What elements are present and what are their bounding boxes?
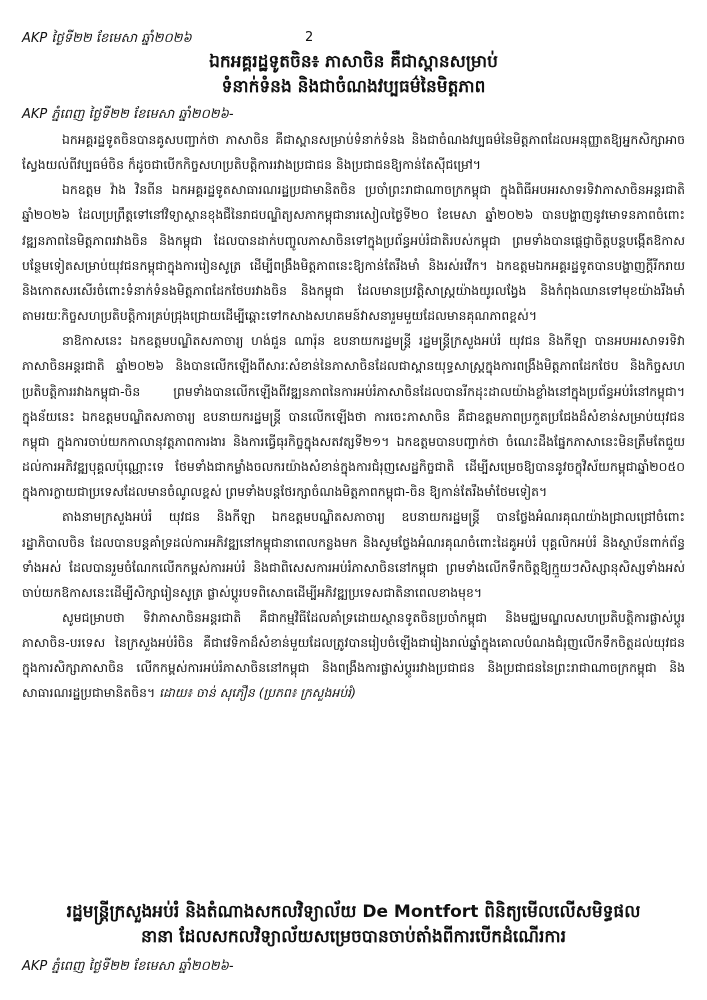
article1-paragraph: នាឱកាសនេះ ឯកឧត្តមបណ្ឌិតសភាចារ្យ ហង់ជួន ណារ៉ុន ឧបនាយករដ្ឋមន្ត្រី រដ្ឋមន្ត្រីក្រសួងអប់រំ យុវជន និងកីឡា បានអបអរសាទរទិវាភាសាចិនអន្តរជាតិ ឆ្នាំ២០២៦ និងបានលើកឡើងពីសារៈសំខាន់នៃភាសាចិនដែលជាស្ពានយុទ្ធសាស្ត្រក្នុងការពង្រឹងមិត្តភាពដែកថែប និងកិច្ចសហប្រតិបត្តិការរវាងកម្ពុជា-ចិន ព្រមទាំងបានលើកឡើងពីវឌ្ឍនភាពនៃការអប់រំភាសាចិនដែលបានរីកដុះដាលយ៉ាងខ្លាំងនៅក្នុងប្រព័ន្ធអប់រំនៅកម្ពុជា។ ក្នុងន័យនេះ ឯកឧត្តមបណ្ឌិតសភាចារ្យ ឧបនាយករដ្ឋមន្ត្រី បានលើកឡើងថា ការចេះភាសាចិន គឺជាឧត្តមភាពប្រកួតប្រជែងដ៏សំខាន់សម្រាប់យុវជនកម្ពុជា ក្នុងការចាប់យកកាលានុវត្តភាពការងារ និងការធ្វើធុរកិច្ចក្នុងសតវត្សទី២១។ ឯកឧត្តមបានបញ្ជាក់ថា ចំណេះដឹងផ្នែកភាសានេះមិនត្រឹមតែជួយដល់ការអភិវឌ្ឍបុគ្គលប៉ុណ្ណោះទេ ថែមទាំងជាកម្លាំងចលករយ៉ាងសំខាន់ក្នុងការជំរុញសេដ្ឋកិច្ចជាតិ ដើម្បីសម្រេចឱ្យបាននូវចក្ខុវិស័យកម្ពុជាឆ្នាំ២០៥០ ក្នុងការក្លាយជាប្រទេសដែលមានចំណូលខ្ពស់ ព្រមទាំងបន្តថែរក្សាចំណងមិត្តភាពកម្ពុជា-ចិន ឱ្យកាន់តែរឹងមាំថែមទៀត។ xyxy=(22,333,685,500)
article2-title-line1: រដ្ឋមន្ត្រីក្រសួងអប់រំ និងតំណាងសកលវិទ្យាល័យ De Montfort ពិនិត្យមើលលើសមិទ្ធផល xyxy=(66,902,641,922)
article1-body xyxy=(22,127,685,706)
article1-title-line1: ឯកអគ្គរដ្ឋទូតចិន៖ ភាសាចិន គឺជាស្ពានសម្រាប់ xyxy=(209,52,498,72)
article1-paragraph xyxy=(22,605,685,706)
article1-paragraph: ឯកឧត្តម វ៉ាង វិនពីន ឯកអគ្គរដ្ឋទូតសាធារណរដ្ឋប្រជាមានិតចិន ប្រចាំព្រះរាជាណាចក្រកម្ពុជា ក្នុងពិធីអបអរសាទរទិវាភាសាចិនអន្តរជាតិ ឆ្នាំ២០២៦ ដែលប្រព្រឹត្តទៅនៅវិទ្យាស្ថានខុងជឺនៃរាជបណ្ឌិត្យសភាកម្ពុជានារសៀលថ្ងៃទី២០ ខែមេសា ឆ្នាំ២០២៦ បានបង្ហាញនូវមោទនភាពចំពោះវឌ្ឍនភាពនៃមិត្តភាពរវាងចិន និងកម្ពុជា ដែលបានដាក់បញ្ចូលភាសាចិនទៅក្នុងប្រព័ន្ធអប់រំជាតិរបស់កម្ពុជា ព្រមទាំងបានផ្តេជ្ញាចិត្តបន្តបង្កើតឱកាសបន្ថែមទៀតសម្រាប់យុវជនកម្ពុជាក្នុងការរៀនសូត្រ ដើម្បីពង្រឹងមិត្តភាពនេះឱ្យកាន់តែរឹងមាំ និងរស់រវើក។ ឯកឧត្តមឯកអគ្គរដ្ឋទូតបានបង្ហាញក្តីរីករាយ និងកោតសរសើរចំពោះទំនាក់ទំនងមិត្តភាពដែកថែបរវាងចិន និងកម្ពុជា ដែលមានប្រវត្តិសាស្ត្រយ៉ាងយូរលង្វែង និងកំពុងឈានទៅមុខយ៉ាងរឹងមាំ តាមរយៈកិច្ចសហប្រតិបត្តិការគ្រប់ជ្រុងជ្រោយដើម្បីឆ្ពោះទៅកសាងសហគមន៍វាសនារួមមួយដែលមានគុណភាពខ្ពស់។ xyxy=(22,182,685,324)
article2-title-line2: នានា ដែលសកលវិទ្យាល័យសម្រេចបានចាប់តាំងពីការបើកដំណើរការ xyxy=(140,927,567,947)
article1-dateline: AKP ភ្នំពេញ ថ្ងៃទី២២ ខែមេសា ឆ្នាំ២០២៦- xyxy=(22,107,234,122)
article1-title-line2: ទំនាក់ទំនង និងជាចំណងវប្បធម៌នៃមិត្តភាព xyxy=(221,77,486,97)
article1-paragraph-text: សូមជម្រាបថា ទិវាភាសាចិនអន្តរជាតិ គឺជាកម្មវិធីដែលគាំទ្រដោយស្ថានទូតចិនប្រចាំកម្ពុជា និងមជ្ឈមណ្ឌលសហប្រតិបត្តិការផ្លាស់ប្តូរភាសាចិន-បរទេស នៃក្រសួងអប់រំចិន គឺជាវេទិកាដ៏សំខាន់មួយដែលត្រូវបានរៀបចំឡើងជារៀងរាល់ឆ្នាំក្នុងគោលបំណងជំរុញលើកទឹកចិត្តដល់យុវជនក្នុងការសិក្សាភាសាចិន លើកកម្ពស់ការអប់រំភាសាចិននៅកម្ពុជា និងពង្រឹងការផ្លាស់ប្តូររវាងប្រជាជន និងប្រជាជននៃព្រះរាជាណាចក្រកម្ពុជា និងសាធារណរដ្ឋប្រជាមានិតចិន។ xyxy=(22,609,685,701)
page-number: 2 xyxy=(305,30,314,45)
edition-header: AKP ថ្ងៃទី២២ ខែមេសា ឆ្នាំ២០២៦ xyxy=(22,31,192,46)
article2-dateline: AKP ភ្នំពេញ ថ្ងៃទី២២ ខែមេសា ឆ្នាំ២០២៦- xyxy=(22,959,234,974)
article1-paragraph: ឯកអគ្គរដ្ឋទូតចិនបានគូសបញ្ជាក់ថា ភាសាចិន គឺជាស្ពានសម្រាប់ទំនាក់ទំនង និងជាចំណងវប្បធម៌នៃមិត្តភាពដែលអនុញ្ញាតឱ្យអ្នកសិក្សាអាចស្វែងយល់ពីវប្បធម៌ចិន ក៏ដូចជាបើកកិច្ចសហប្រតិបត្តិការរវាងប្រជាជន និងប្រជាជនឱ្យកាន់តែស៊ីជម្រៅ។ xyxy=(22,132,685,173)
article1-paragraph: តាងនាមក្រសួងអប់រំ យុវជន និងកីឡា ឯកឧត្តមបណ្ឌិតសភាចារ្យ ឧបនាយករដ្ឋមន្ត្រី បានថ្លែងអំណរគុណយ៉ាងជ្រាលជ្រៅចំពោះរដ្ឋាភិបាលចិន ដែលបានបន្តគាំទ្រដល់ការអភិវឌ្ឍនៅកម្ពុជានាពេលកន្លងមក និងសូមថ្លែងអំណរគុណចំពោះដៃគូអប់រំ បុគ្គលិកអប់រំ និងស្ថាប័នពាក់ព័ន្ធទាំងអស់ ដែលបានរួមចំណែកលើកកម្ពស់ការអប់រំ និងជាពិសេសការអប់រំភាសាចិននៅកម្ពុជា ព្រមទាំងលើកទឹកចិត្តឱ្យក្មួយៗសិស្សានុសិស្សទាំងអស់ចាប់យកឱកាសនេះដើម្បីសិក្សារៀនសូត្រ ផ្លាស់ប្តូរបទពិសោធដើម្បីអភិវឌ្ឍប្រទេសជាតិនាពេលខាងមុខ។ xyxy=(22,509,685,600)
article1-byline: ដោយ៖ ចាន់ សុភឿន (ប្រភព៖ ក្រសួងអប់រំ) xyxy=(159,685,356,701)
